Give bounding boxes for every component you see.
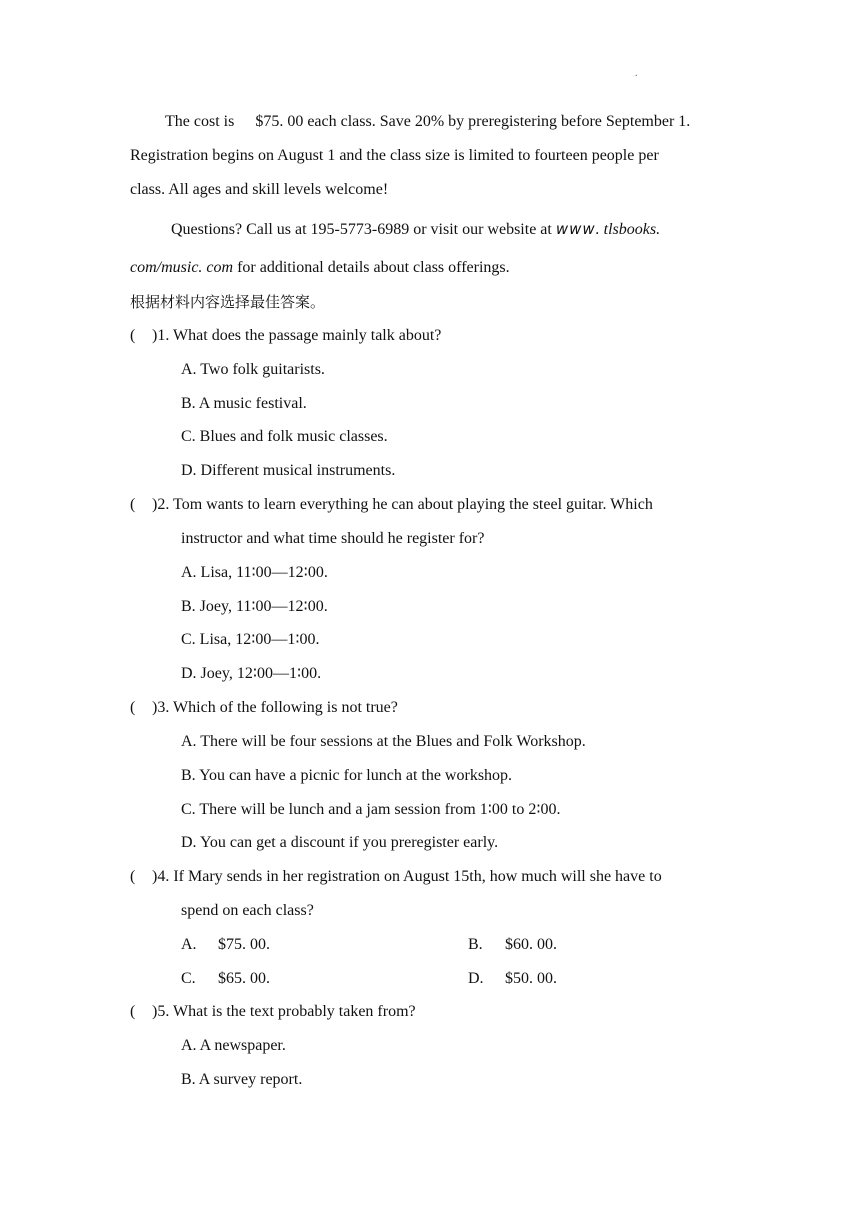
question-3-option-b: B. You can have a picnic for lunch at the workshop. (181, 767, 513, 784)
cost-line-1a: The cost is (165, 113, 235, 130)
question-1-option-b: B. A music festival. (181, 395, 307, 412)
answer-bracket: ( (130, 699, 136, 716)
question-4-option-c (181, 969, 270, 989)
question-1-option-d: D. Different musical instruments. (181, 462, 396, 479)
answer-bracket: ( (130, 327, 136, 344)
website-path: com/music. com (130, 259, 234, 276)
option-text: $75. 00. (218, 936, 270, 953)
question-1-stem (130, 326, 441, 346)
question-text: )5. What is the text probably taken from? (152, 1003, 416, 1020)
passage-contact-line-2 (130, 258, 510, 278)
question-4-stem-continued: spend on each class? (181, 902, 314, 919)
question-text: )2. Tom wants to learn everything he can about playing the steel guitar. Which (152, 496, 653, 513)
question-2-option-c: C. Lisa, 12∶00—1∶00. (181, 631, 320, 648)
contact-line-1a: Questions? Call us at 195-5773-6989 or visit our website at (171, 221, 552, 238)
header-mark: . (635, 68, 638, 79)
option-letter: C. (181, 970, 196, 987)
question-1-option-c: C. Blues and folk music classes. (181, 428, 388, 445)
question-2-option-b: B. Joey, 11∶00—12∶00. (181, 598, 328, 615)
passage-cost-line-2: Registration begins on August 1 and the class size is limited to fourteen people per (130, 147, 659, 164)
question-2-stem-continued: instructor and what time should he register for? (181, 530, 485, 547)
question-4-option-d (468, 969, 557, 989)
question-5-option-a: A. A newspaper. (181, 1037, 286, 1054)
option-letter: D. (468, 970, 484, 987)
question-text: )1. What does the passage mainly talk about? (152, 327, 442, 344)
option-text: $50. 00. (505, 970, 557, 987)
question-4-stem (130, 867, 662, 887)
question-2-stem (130, 495, 653, 515)
question-text: )3. Which of the following is not true? (152, 699, 398, 716)
option-letter: A. (181, 936, 197, 953)
question-2-option-d: D. Joey, 12∶00—1∶00. (181, 665, 322, 682)
answer-bracket: ( (130, 868, 136, 885)
passage-cost-line-1 (165, 112, 690, 132)
question-4-option-a (181, 935, 270, 955)
option-letter: B. (468, 936, 483, 953)
question-3-stem (130, 698, 398, 718)
answer-bracket: ( (130, 1003, 136, 1020)
question-5-option-b: B. A survey report. (181, 1071, 303, 1088)
question-text: )4. If Mary sends in her registration on August 15th, how much will she have to (152, 868, 662, 885)
question-3-option-c: C. There will be lunch and a jam session from 1∶00 to 2∶00. (181, 801, 561, 818)
passage-cost-line-3: class. All ages and skill levels welcome! (130, 181, 389, 198)
question-1-option-a: A. Two folk guitarists. (181, 361, 325, 378)
answer-bracket: ( (130, 496, 136, 513)
option-text: $65. 00. (218, 970, 270, 987)
cost-line-1b: $75. 00 each class. Save 20% by preregistering before September 1. (255, 113, 691, 130)
website-domain: . tlsbooks. (595, 221, 661, 238)
passage-contact-line-1 (171, 219, 660, 240)
question-4-option-b (468, 935, 557, 955)
option-text: $60. 00. (505, 936, 557, 953)
instruction-text: 根据材料内容选择最佳答案。 (130, 293, 326, 311)
question-3-option-a: A. There will be four sessions at the Blues and Folk Workshop. (181, 733, 586, 750)
question-5-stem (130, 1002, 416, 1022)
contact-line-2b: for additional details about class offerings. (237, 259, 510, 276)
website-www: www (555, 220, 596, 238)
question-2-option-a: A. Lisa, 11∶00—12∶00. (181, 564, 328, 581)
question-3-option-d: D. You can get a discount if you preregister early. (181, 834, 499, 851)
